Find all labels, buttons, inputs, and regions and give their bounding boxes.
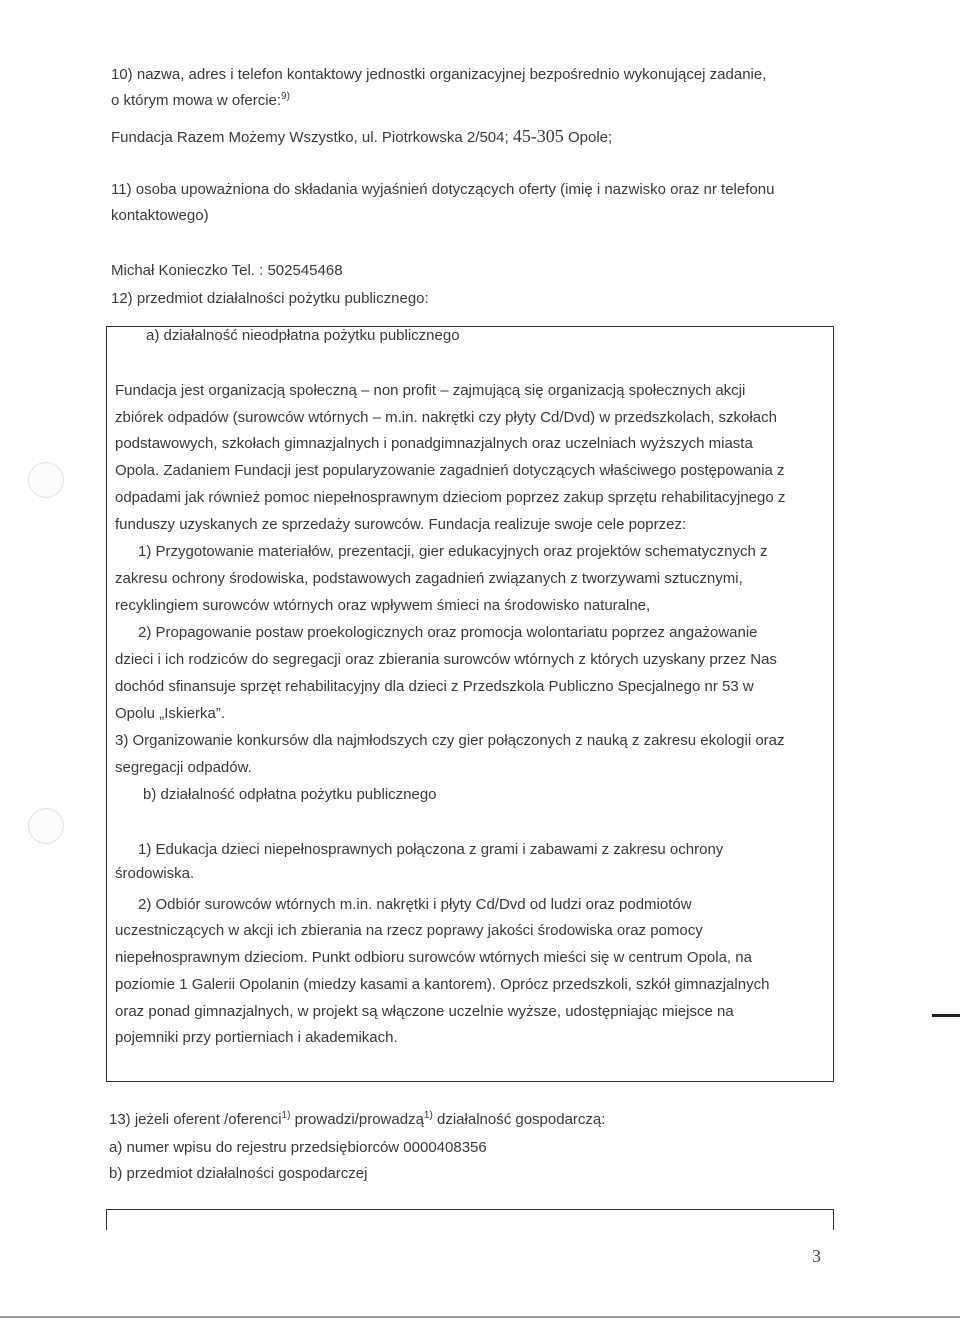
box-line-14: 3) Organizowanie konkursów dla najmłodszych czy gier połączonych z nauką z zakresu ekologii oraz	[115, 732, 785, 749]
box-line-1: Fundacja jest organizacją społeczną – non profit – zajmującą się organizacją społecznych akcji	[115, 382, 746, 399]
box-line-10: 2) Propagowanie postaw proekologicznych oraz promocja wolontariatu poprzez angażowanie	[138, 624, 758, 641]
box-line-4: Opola. Zadaniem Fundacji jest popularyzowanie zagadnień dotyczących właściwego postępowania z	[115, 462, 785, 479]
section-13-box	[106, 1209, 834, 1230]
box-line-13: Opolu „Iskierka”.	[115, 705, 226, 722]
edge-mark-right	[932, 1014, 960, 1017]
section-13-line-a: a) numer wpisu do rejestru przedsiębiorców 0000408356	[109, 1139, 487, 1156]
box-line-23: oraz ponad gimnazjalnych, w projekt są włączone uczelnie wyższe, udostępniając miejsce na	[115, 1003, 734, 1020]
section-13-label-part1: 13) jeżeli oferent /oferenci	[109, 1111, 282, 1128]
box-line-7: 1) Przygotowanie materiałów, prezentacji, gier edukacyjnych oraz projektów schematycznych z	[138, 543, 768, 560]
box-line-5: odpadami jak również pomoc niepełnosprawnym dzieciom poprzez zakup sprzętu rehabilitacyjnego z	[115, 489, 786, 506]
section-10-value-address: Fundacja Razem Możemy Wszystko, ul. Piotrkowska 2/504;	[111, 129, 513, 146]
section-13-label-part2: prowadzi/prowadzą	[290, 1111, 424, 1128]
section-11-label-line2: kontaktowego)	[111, 207, 209, 224]
box-line-21: niepełnosprawnym dzieciom. Punkt odbioru surowców wtórnych mieści się w centrum Opola, na	[115, 949, 752, 966]
section-13-label-part3: działalność gospodarczą:	[432, 1111, 606, 1128]
box-line-19: 2) Odbiór surowców wtórnych m.in. nakrętki i płyty Cd/Dvd od ludzi oraz podmiotów	[138, 896, 692, 913]
section-13-line-b: b) przedmiot działalności gospodarczej	[109, 1165, 368, 1182]
punch-hole-top	[28, 462, 64, 498]
footnote-ref-1a: 1)	[281, 1110, 291, 1121]
box-line-6: funduszy uzyskanych ze sprzedaży surowców. Fundacja realizuje swoje cele poprzez:	[115, 516, 687, 533]
box-line-18: środowiska.	[115, 865, 195, 882]
section-10-label-line2	[111, 92, 290, 110]
section-10-value-postcode: 45-305	[512, 126, 564, 146]
box-line-20: uczestniczących w akcji ich zbierania na rzecz poprawy jakości środowiska oraz pomocy	[115, 922, 703, 939]
box-line-16: b) działalność odpłatna pożytku publicznego	[143, 786, 437, 803]
box-line-9: recyklingiem surowców wtórnych oraz wpływem śmieci na środowisko naturalne,	[115, 597, 651, 614]
box-line-2: zbiórek odpadów (surowców wtórnych – m.in. nakrętki czy płyty Cd/Dvd) w przedszkolach, szkołach	[115, 409, 777, 426]
page-number: 3	[812, 1246, 821, 1266]
box-line-22: poziomie 1 Galerii Opolanin (miedzy kasami a kantorem). Oprócz przedszkoli, szkół gimnazjalnych	[115, 976, 770, 993]
box-line-0: a) działalność nieodpłatna pożytku publicznego	[146, 327, 460, 344]
section-10-value-city: Opole;	[563, 129, 613, 146]
box-line-3: podstawowych, szkołach gimnazjalnych i ponadgimnazjalnych oraz uczelniach wyższych miasta	[115, 435, 753, 452]
section-11-label-line1: 11) osoba upoważniona do składania wyjaśnień dotyczących oferty (imię i nazwisko oraz nr telefonu	[111, 181, 775, 198]
box-line-17: 1) Edukacja dzieci niepełnosprawnych połączona z grami i zabawami z zakresu ochrony	[138, 841, 724, 858]
section-11-value: Michał Konieczko Tel. : 502545468	[111, 262, 343, 279]
box-line-8: zakresu ochrony środowiska, podstawowych zagadnień związanych z tworzywami sztucznymi,	[115, 570, 743, 587]
footnote-ref-1b: 1)	[423, 1110, 433, 1121]
box-line-15: segregacji odpadów.	[115, 759, 252, 776]
section-13-label	[109, 1111, 605, 1129]
edge-mark-bottom	[0, 1316, 960, 1318]
section-10-label-text: o którym mowa w ofercie:	[111, 92, 282, 109]
section-10-value	[111, 127, 612, 147]
punch-hole-bottom	[28, 808, 64, 844]
footnote-ref-9: 9)	[281, 91, 290, 102]
section-10-label-line1: 10) nazwa, adres i telefon kontaktowy jednostki organizacyjnej bezpośrednio wykonującej zadanie,	[111, 66, 767, 83]
box-line-24: pojemniki przy portierniach i akademikach.	[115, 1029, 398, 1046]
box-line-11: dzieci i ich rodziców do segregacji oraz zbierania surowców wtórnych z których uzyskany przez Nas	[115, 651, 777, 668]
box-line-12: dochód sfinansuje sprzęt rehabilitacyjny dla dzieci z Przedszkola Publiczno Specjalnego nr 53 w	[115, 678, 754, 695]
section-12-label: 12) przedmiot działalności pożytku publicznego:	[111, 290, 429, 307]
